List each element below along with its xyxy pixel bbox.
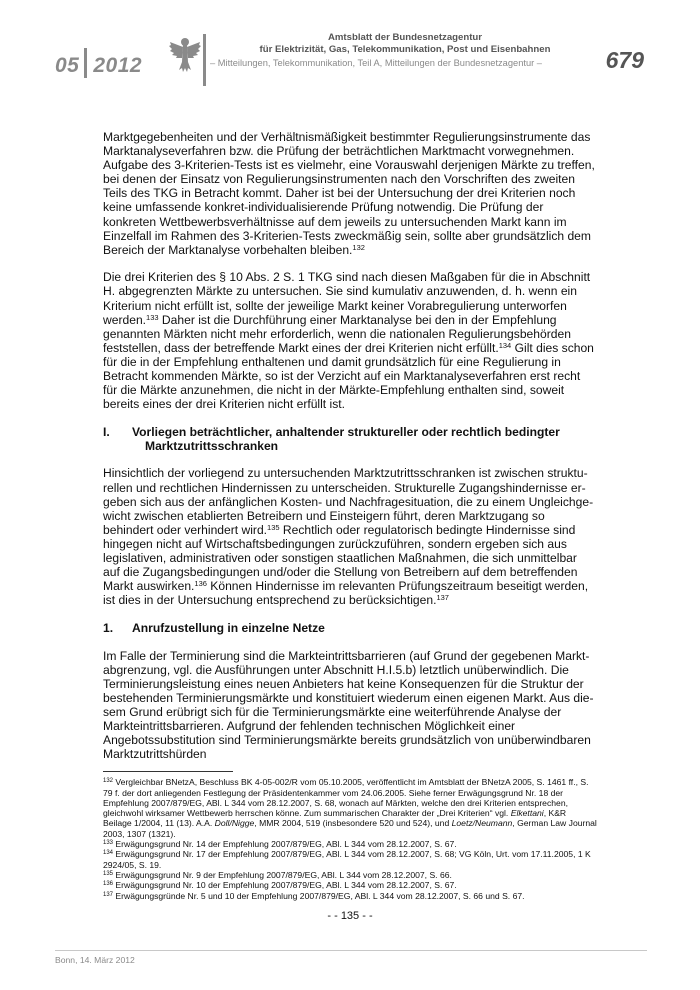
footnote-136-text: Erwägungsgrund Nr. 10 der Empfehlung 2007/879/EG, ABl. L 344 vom 28.12.2007, S. 67. bbox=[113, 880, 457, 891]
footnote-separator bbox=[103, 771, 233, 772]
footnote-132-author1: Elkettani bbox=[510, 808, 544, 819]
section-heading-1-text: Anrufzustellung in einzelne Netze bbox=[132, 620, 325, 635]
issue-year: 2012 bbox=[93, 54, 143, 77]
page-content bbox=[103, 130, 597, 923]
footnote-136 bbox=[103, 880, 597, 890]
footer-divider bbox=[55, 950, 647, 951]
paragraph-1-text: Marktgegebenheiten und der Verhältnismäßigkeit bestimmter Regulierungsinstrumente das Marktanalyseverfahren bzw. die Prüfung der beträchtlichen Marktmacht vorwegnehmen. Aufgabe des 3-Kriterien-Tests ist es vielmehr, eine Vorauswahl derjenigen Märkte zu treffen, bei denen der Einsatz von Regulierungsinstrumenten nach den Vorschriften des zweiten Teils des TKG in Betracht kommt. Daher ist bei der Untersuchung der drei Kriterien noch keine umfassende konkret-individualisierende Prüfung notwendig. Die Prüfung der konkreten Wettbewerbsverhältnisse auf dem jeweils zu untersuchenden Markt kann im Einzelfall im Rahmen des 3-Kriterien-Tests zweckmäßig sein, sollte aber grundsätzlich dem Bereich der Marktanalyse vorbehalten bleiben. bbox=[103, 130, 595, 257]
footnote-136-number: 136 bbox=[103, 881, 114, 888]
footnote-134-text: Erwägungsgrund Nr. 17 der Empfehlung 2007/879/EG, ABl. L 344 vom 28.12.2007, S. 68; VG Köln, Urt. vom 17.11.2005, 1 K 2924/05, S. 19. bbox=[103, 849, 591, 870]
footnote-135 bbox=[103, 870, 597, 880]
issue-separator bbox=[84, 48, 87, 78]
footer-date: Bonn, 14. März 2012 bbox=[55, 955, 135, 965]
footnote-132 bbox=[103, 777, 597, 839]
section-heading-I-line1: Vorliegen beträchtlicher, anhaltender struktureller oder rechtlich bedingter bbox=[132, 424, 560, 439]
footnote-134 bbox=[103, 849, 597, 870]
header-divider bbox=[203, 34, 206, 86]
footnote-135-number: 135 bbox=[103, 870, 114, 877]
footnote-132-number: 132 bbox=[103, 778, 114, 785]
publication-title bbox=[212, 32, 598, 56]
footnote-ref-133: 133 bbox=[146, 312, 159, 322]
page-number: 679 bbox=[605, 47, 644, 73]
eagle-emblem-icon bbox=[168, 34, 202, 74]
footnotes bbox=[103, 777, 597, 901]
paragraph-2-text-b: Daher ist die Durchführung einer Marktanalyse bei den in der Empfehlung genannten Märkten nicht mehr erforderlich, wenn die nationalen Regulierungsbehörden feststellen, dass der betreffende Markt eines der drei Kriterien nicht erfüllt. bbox=[103, 312, 571, 355]
issue-label bbox=[55, 48, 142, 78]
footnote-132-text3: , MMR 2004, 519 (insbesondere 520 und 524), und bbox=[254, 818, 452, 829]
footnote-ref-135: 135 bbox=[267, 522, 280, 532]
internal-page-number: - - 135 - - bbox=[327, 909, 373, 922]
page-header bbox=[0, 0, 700, 90]
footnote-135-text: Erwägungsgrund Nr. 9 der Empfehlung 2007/879/EG, ABl. L 344 vom 28.12.2007, S. 66. bbox=[113, 869, 452, 880]
paragraph-2 bbox=[103, 270, 597, 411]
section-heading-I bbox=[103, 425, 597, 453]
footnote-ref-136: 136 bbox=[194, 579, 207, 589]
footnote-ref-137: 137 bbox=[436, 593, 449, 603]
footnote-ref-132: 132 bbox=[352, 242, 365, 252]
paragraph-2-text-a: Die drei Kriterien des § 10 Abs. 2 S. 1 TKG sind nach diesen Maßgaben für die in Abschnitt H. abgegrenzten Märkte zu untersuchen. Sie sind kumulativ anzuwenden, d. h. wenn ein Kriterium nicht erfüllt ist, sollte der jeweilige Markt keiner Vorabregulierung unterworfen werden. bbox=[103, 270, 591, 327]
footnote-133-number: 133 bbox=[103, 840, 114, 847]
paragraph-2-text-c: Gilt dies schon für die in der Empfehlung enthaltenen und damit grundsätzlich für eine Regulierung in Betracht kommenden Märkte, so ist der Verzicht auf ein Marktanalyseverfahren erst recht für die Märkte anzunehmen, die nicht in der Märkte-Empfehlung enthalten sind, soweit bereits eines der drei Kriterien nicht erfüllt ist. bbox=[103, 340, 594, 412]
publication-title-line1: Amtsblatt der Bundesnetzagentur bbox=[327, 32, 483, 43]
section-heading-I-number: I. bbox=[103, 424, 110, 439]
paragraph-3 bbox=[103, 466, 597, 607]
footnote-132-text2: , K&R Beilage 1/2004, 11 (13). A.A. bbox=[103, 808, 567, 829]
issue-number: 05 bbox=[55, 54, 80, 77]
paragraph-4: Im Falle der Terminierung sind die Markteintrittsbarrieren (auf Grund der gegebenen Marktabgrenzung, vgl. die Ausführungen unter Abschnitt H.I.5.b) letztlich unüberwindlich. Die Terminierungsleistung eines neuen Anbieters hat keine Konsequenzen für die Struktur der bestehenden Terminierungsmärkte und konstituiert wiederum einen eigenen Markt. Aus diesem Grund erübrigt sich für die Terminierungsmärkte eine weiterführende Analyse der Markteintrittsbarrieren. Aufgrund der fehlenden technischen Möglichkeit einer Angebotssubstitution sind Terminierungsmärkte bereits grundsätzlich von unüberwindbaren Marktzutrittshürden bbox=[103, 648, 594, 762]
paragraph-3-text-a: Hinsichtlich der vorliegend zu untersuchenden Marktzutrittsschranken ist zwischen strukturellen und rechtlichen Hindernissen zu unterscheiden. Strukturelle Zugangshindernisse ergeben sich aus der anfänglichen Kosten- und Nachfragesituation, die zu einem Ungleichgewicht zwischen etablierten Betreibern und Einsteigern führt, deren Marktzugang so behindert oder verhindert wird. bbox=[103, 466, 594, 537]
footnote-ref-134: 134 bbox=[498, 340, 512, 350]
footnote-137 bbox=[103, 891, 597, 901]
paragraph-1 bbox=[103, 130, 597, 257]
publication-subtitle: – Mitteilungen, Telekommunikation, Teil A, Mitteilungen der Bundesnetzagentur – bbox=[210, 58, 542, 68]
paragraph-3-text-c: Können Hindernisse im relevanten Prüfungszeitraum beseitigt werden, ist dies in der Untersuchung entsprechend zu berücksichtigen. bbox=[103, 579, 589, 608]
footnote-132-text4: , German Law Journal 2003, 1307 (1321). bbox=[103, 818, 597, 839]
footnote-132-author3: Loetz/Neumann bbox=[451, 818, 513, 829]
footnote-137-text: Erwägungsgründe Nr. 5 und 10 der Empfehlung 2007/879/EG, ABl. L 344 vom 28.12.2007, S. 66 und S. 67. bbox=[113, 890, 525, 901]
footnote-137-number: 137 bbox=[103, 891, 114, 898]
footnote-132-author2: Doll/Nigge bbox=[214, 818, 255, 829]
footnote-134-number: 134 bbox=[103, 850, 114, 857]
publication-title-line2: für Elektrizität, Gas, Telekommunikation, Post und Eisenbahnen bbox=[259, 44, 551, 55]
section-heading-1-number: 1. bbox=[103, 620, 114, 635]
paragraph-3-text-b: Rechtlich oder regulatorisch bedingte Hindernisse sind hingegen nicht auf Wirtschaftsbedingungen zurückzuführen, sondern ergeben sich aus legislativen, administrativen oder sonstigen staatlichen Maßnahmen, die sich unmittelbar auf die Zugangsbedingungen und/oder die Stellung von Betreibern auf dem betreffenden Markt auswirken. bbox=[103, 522, 578, 594]
section-heading-I-line2: Marktzutrittsschranken bbox=[145, 438, 279, 453]
footnote-133 bbox=[103, 839, 597, 849]
footnote-132-text: Vergleichbar BNetzA, Beschluss BK 4-05-002/R vom 05.10.2005, veröffentlicht im Amtsblatt der BNetzA 2005, S. 1461 ff., S. 79 f. der dort anliegenden Festlegung der Präsidentenkammer vom 24.06.2005. Siehe ferner Erwägungsgrund Nr. 18 der Empfehlung 2007/879/EG, ABl. L 344 vom 28.12.2007, S. 68, wonach auf Märkten, welche den drei Kriterien entsprechen, gleichwohl wirksamer Wettbewerb herrschen könne. Zum summarischen Charakter der „Drei Kriterien“ vgl. bbox=[103, 777, 589, 819]
section-heading-1 bbox=[103, 621, 597, 635]
footnote-133-text: Erwägungsgrund Nr. 14 der Empfehlung 2007/879/EG, ABl. L 344 vom 28.12.2007, S. 67. bbox=[113, 839, 457, 850]
